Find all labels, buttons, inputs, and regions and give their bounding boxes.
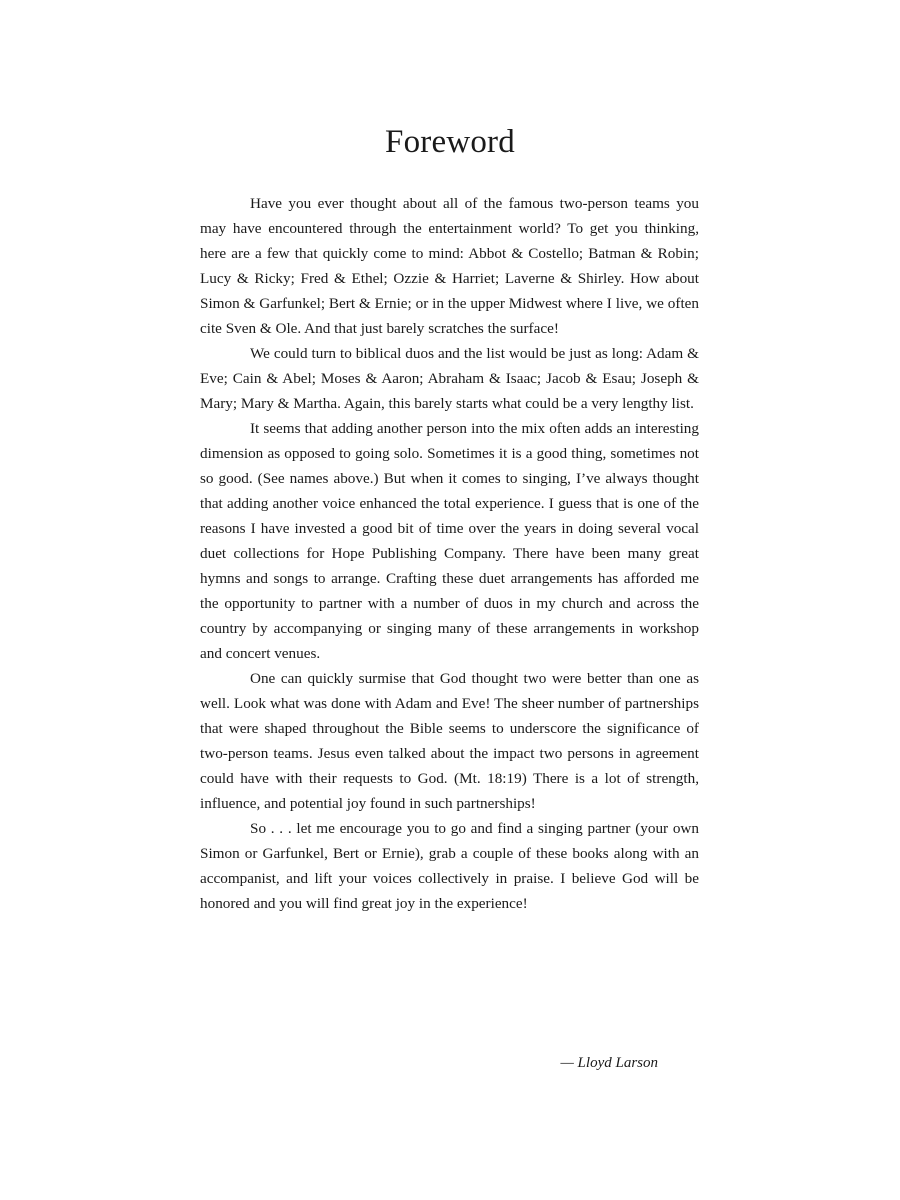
paragraph-partnerships: One can quickly surmise that God thought two were better than one as well. Look what was done with Adam and Eve! The sheer number of partnerships that were shaped throughout the Bible seems to underscore the significance of two-person teams. Jesus even talked about the impact two persons in agreement could have with their requests to God. (Mt. 18:19) There is a lot of strength, influence, and potential joy found in such partnerships! <box>200 670 699 812</box>
author-signature: — Lloyd Larson <box>560 1055 658 1071</box>
paragraph-biblical-duos: We could turn to biblical duos and the list would be just as long: Adam & Eve; Cain & Abel; Moses & Aaron; Abraham & Isaac; Jacob & Esau; Joseph & Mary; Mary & Martha. Again, this barely starts what could be a very lengthy list. <box>200 345 699 412</box>
paragraph-singing-duets: It seems that adding another person into the mix often adds an interesting dimension as opposed to going solo. Sometimes it is a good thing, sometimes not so good. (See names above.) But when it comes to singing, I’ve always thought that adding another voice enhanced the total experience. I guess that is one of the reasons I have invested a good bit of time over the years in doing several vocal duet collections for Hope Publishing Company. There have been many great hymns and songs to arrange. Crafting these duet arrangements has afforded me the opportunity to partner with a number of duos in my church and across the country by accompanying or singing many of these arrangements in workshop and concert venues. <box>200 420 699 662</box>
paragraph-encouragement: So . . . let me encourage you to go and find a singing partner (your own Simon or Garfunkel, Bert or Ernie), grab a couple of these books along with an accompanist, and lift your voices collectively in praise. I believe God will be honored and you will find great joy in the experience! <box>200 820 699 912</box>
page-title: Foreword <box>385 124 515 160</box>
foreword-body <box>200 191 699 916</box>
paragraph-famous-teams: Have you ever thought about all of the famous two-person teams you may have encountered through the entertainment world? To get you thinking, here are a few that quickly come to mind: Abbot & Costello; Batman & Robin; Lucy & Ricky; Fred & Ethel; Ozzie & Harriet; Laverne & Shirley. How about Simon & Garfunkel; Bert & Ernie; or in the upper Midwest where I live, we often cite Sven & Ole. And that just barely scratches the surface! <box>200 195 699 337</box>
